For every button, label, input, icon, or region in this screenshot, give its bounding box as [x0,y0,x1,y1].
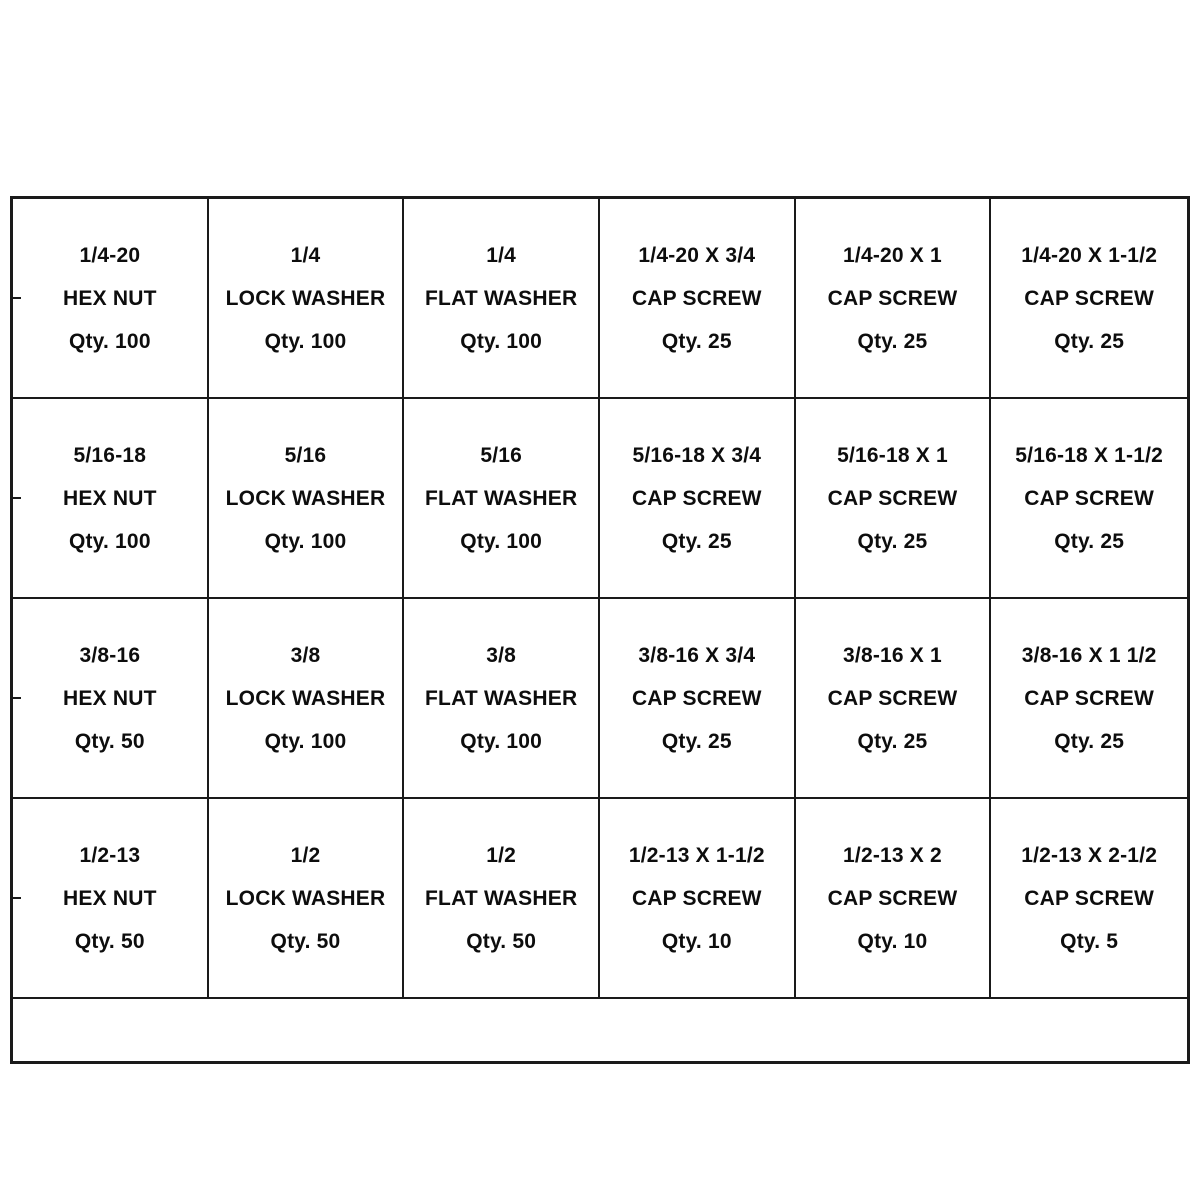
cell-size: 3/8 [290,643,321,667]
row-tick-mark [11,497,21,499]
cell-type: CAP SCREW [1024,886,1155,910]
label-cell [600,399,796,599]
cell-size: 1/4-20 X 1 [843,243,942,267]
label-grid [13,199,1187,999]
row-tick-mark [11,297,21,299]
cell-type: CAP SCREW [1024,286,1155,310]
cell-size: 1/4 [486,243,517,267]
cell-qty: Qty. 100 [460,729,543,753]
cell-type: HEX NUT [63,886,157,910]
cell-type: CAP SCREW [631,486,762,510]
cell-type: LOCK WASHER [225,486,386,510]
cell-type: FLAT WASHER [425,686,578,710]
cell-qty: Qty. 100 [264,329,347,353]
cell-qty: Qty. 25 [857,329,928,353]
label-cell [796,199,992,399]
cell-qty: Qty. 100 [68,329,151,353]
cell-qty: Qty. 50 [74,929,145,953]
cell-qty: Qty. 25 [661,529,732,553]
label-cell [991,199,1187,399]
cell-type: HEX NUT [63,686,157,710]
label-cell [600,599,796,799]
cell-type: HEX NUT [63,286,157,310]
cell-type: LOCK WASHER [225,886,386,910]
cell-size: 5/16-18 X 3/4 [632,443,762,467]
cell-qty: Qty. 25 [857,529,928,553]
label-cell [404,599,600,799]
cell-size: 3/8-16 [79,643,141,667]
cell-type: FLAT WASHER [425,286,578,310]
label-cell [404,399,600,599]
cell-qty: Qty. 50 [74,729,145,753]
label-cell [13,199,209,399]
label-sheet [10,196,1190,1064]
cell-type: HEX NUT [63,486,157,510]
cell-size: 3/8-16 X 3/4 [638,643,756,667]
cell-type: CAP SCREW [631,286,762,310]
cell-size: 1/2 [486,843,517,867]
cell-qty: Qty. 25 [1054,729,1125,753]
cell-size: 1/2-13 X 2 [843,843,942,867]
cell-size: 1/2-13 [79,843,141,867]
cell-size: 5/16-18 X 1 [837,443,948,467]
label-cell [600,799,796,999]
label-cell [404,799,600,999]
cell-type: CAP SCREW [1024,686,1155,710]
cell-type: CAP SCREW [1024,486,1155,510]
cell-type: FLAT WASHER [425,486,578,510]
cell-type: LOCK WASHER [225,286,386,310]
cell-type: CAP SCREW [827,286,958,310]
cell-type: LOCK WASHER [225,686,386,710]
cell-qty: Qty. 50 [466,929,537,953]
label-cell [209,799,405,999]
label-cell [13,399,209,599]
cell-qty: Qty. 50 [270,929,341,953]
cell-qty: Qty. 25 [857,729,928,753]
cell-type: FLAT WASHER [425,886,578,910]
cell-type: CAP SCREW [827,886,958,910]
label-cell [209,599,405,799]
cell-size: 1/4 [290,243,321,267]
cell-size: 1/4-20 [79,243,141,267]
label-cell [209,199,405,399]
cell-size: 1/2-13 X 2-1/2 [1021,843,1158,867]
cell-qty: Qty. 25 [1054,329,1125,353]
label-cell [209,399,405,599]
cell-size: 5/16-18 [73,443,147,467]
cell-size: 1/2-13 X 1-1/2 [628,843,765,867]
cell-size: 1/4-20 X 3/4 [638,243,756,267]
label-cell [991,599,1187,799]
cell-qty: Qty. 25 [661,729,732,753]
cell-size: 5/16 [284,443,327,467]
label-cell [796,399,992,599]
cell-qty: Qty. 25 [661,329,732,353]
cell-type: CAP SCREW [827,686,958,710]
cell-qty: Qty. 100 [68,529,151,553]
label-cell [796,799,992,999]
label-cell [13,599,209,799]
cell-qty: Qty. 25 [1054,529,1125,553]
label-cell [404,199,600,399]
cell-qty: Qty. 100 [264,529,347,553]
label-cell [13,799,209,999]
cell-size: 3/8 [486,643,517,667]
cell-type: CAP SCREW [631,886,762,910]
cell-qty: Qty. 5 [1060,929,1119,953]
cell-type: CAP SCREW [827,486,958,510]
cell-size: 3/8-16 X 1 1/2 [1021,643,1157,667]
label-cell [991,399,1187,599]
row-tick-mark [11,897,21,899]
cell-size: 5/16 [480,443,522,467]
cell-qty: Qty. 10 [857,929,928,953]
cell-qty: Qty. 100 [460,329,543,353]
cell-qty: Qty. 10 [661,929,732,953]
cell-qty: Qty. 100 [264,729,347,753]
cell-type: CAP SCREW [631,686,762,710]
label-cell [796,599,992,799]
cell-size: 3/8-16 X 1 [843,643,942,667]
cell-size: 1/2 [290,843,321,867]
row-tick-mark [11,697,21,699]
cell-size: 5/16-18 X 1-1/2 [1015,443,1164,467]
cell-qty: Qty. 100 [460,529,543,553]
label-cell [600,199,796,399]
cell-size: 1/4-20 X 1-1/2 [1021,243,1158,267]
label-cell [991,799,1187,999]
